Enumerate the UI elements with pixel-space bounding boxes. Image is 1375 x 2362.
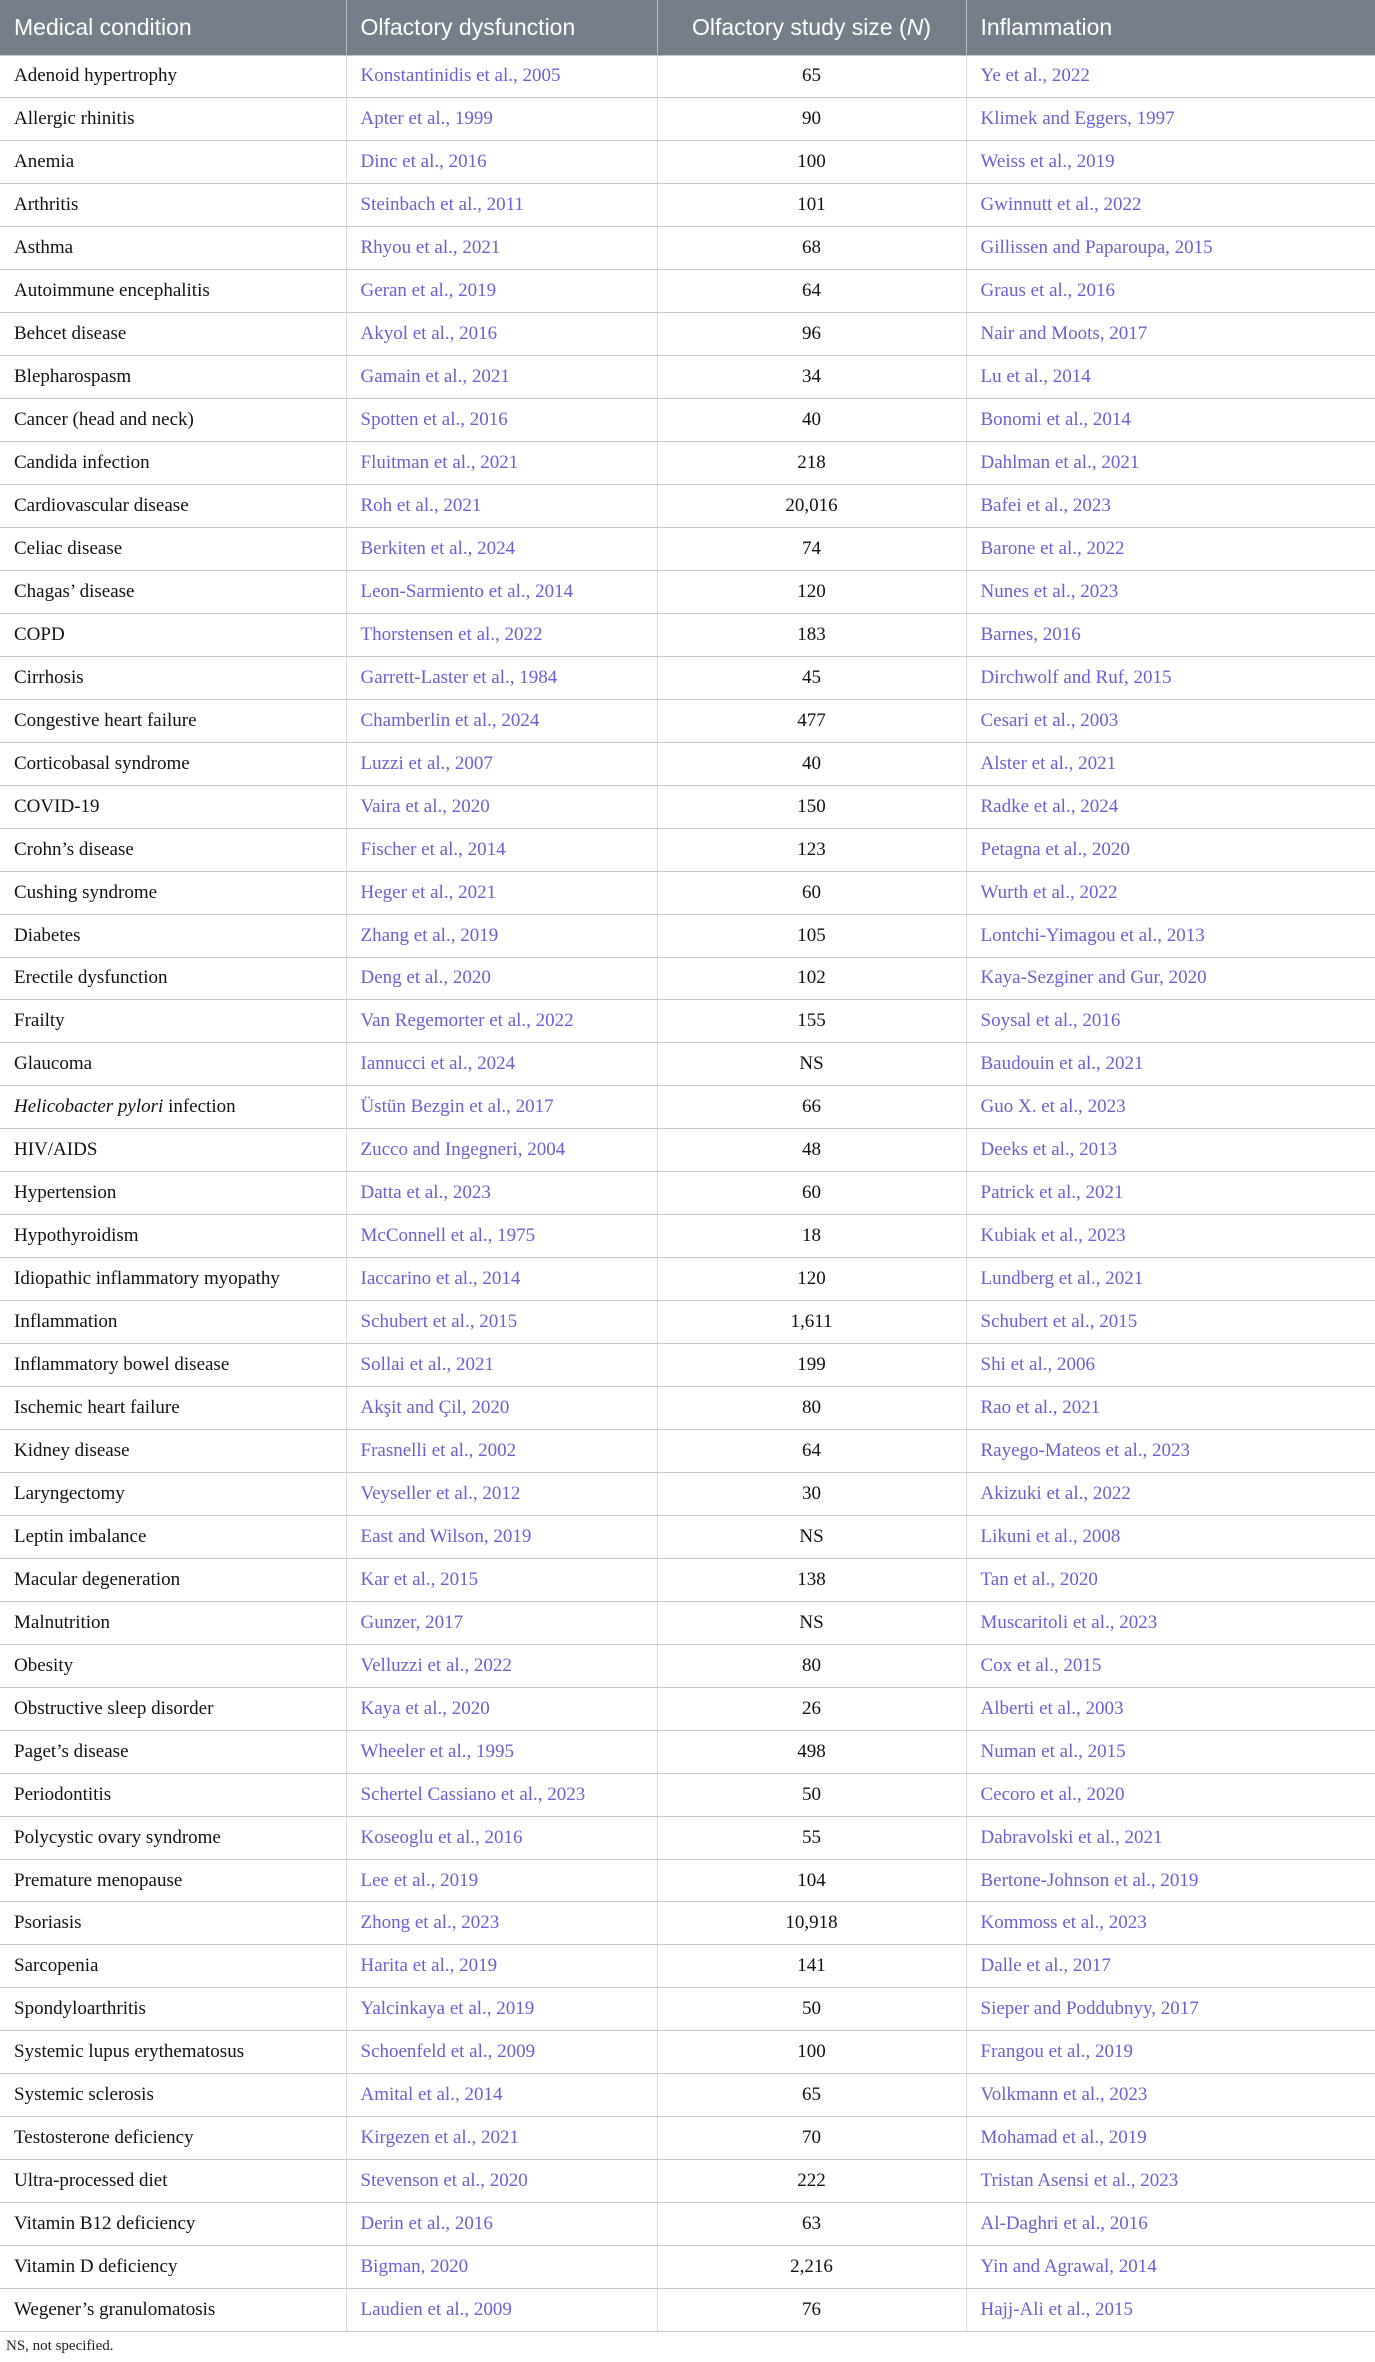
olfactory-reference-link[interactable]: Laudien et al., 2009 — [346, 2289, 657, 2332]
table-row — [0, 2160, 1375, 2203]
table-row — [0, 1902, 1375, 1945]
olfactory-reference-link[interactable]: Veyseller et al., 2012 — [346, 1472, 657, 1515]
condition-cell: Cirrhosis — [0, 656, 346, 699]
condition-cell: Glaucoma — [0, 1043, 346, 1086]
study-size-cell: 123 — [657, 828, 966, 871]
table-row — [0, 1558, 1375, 1601]
condition-cell: Erectile dysfunction — [0, 957, 346, 1000]
study-size-cell: 66 — [657, 1086, 966, 1129]
condition-cell: Chagas’ disease — [0, 570, 346, 613]
table-header-row — [0, 0, 1375, 55]
study-size-cell: 104 — [657, 1859, 966, 1902]
condition-cell: Obstructive sleep disorder — [0, 1687, 346, 1730]
condition-cell: Frailty — [0, 1000, 346, 1043]
olfactory-reference-link[interactable]: Roh et al., 2021 — [346, 485, 657, 528]
table-row — [0, 1387, 1375, 1430]
table-row — [0, 957, 1375, 1000]
inflammation-reference-link[interactable]: Cecoro et al., 2020 — [966, 1773, 1375, 1816]
olfactory-reference-link[interactable]: Zhong et al., 2023 — [346, 1902, 657, 1945]
inflammation-reference-link[interactable]: Weiss et al., 2019 — [966, 141, 1375, 184]
olfactory-reference-link[interactable]: Kar et al., 2015 — [346, 1558, 657, 1601]
study-size-cell: 50 — [657, 1773, 966, 1816]
study-size-cell: 183 — [657, 613, 966, 656]
footnote: NS, not specified. — [6, 2338, 114, 2354]
olfactory-reference-link[interactable]: Leon-Sarmiento et al., 2014 — [346, 570, 657, 613]
study-size-cell: 105 — [657, 914, 966, 957]
table-row — [0, 1000, 1375, 1043]
study-size-cell: 120 — [657, 570, 966, 613]
study-size-cell: 80 — [657, 1644, 966, 1687]
study-size-cell: 2,216 — [657, 2246, 966, 2289]
condition-cell: Cushing syndrome — [0, 871, 346, 914]
inflammation-reference-link[interactable]: Sieper and Poddubnyy, 2017 — [966, 1988, 1375, 2031]
study-size-cell: 63 — [657, 2203, 966, 2246]
inflammation-reference-link[interactable]: Tan et al., 2020 — [966, 1558, 1375, 1601]
condition-cell: Hypothyroidism — [0, 1215, 346, 1258]
table-row — [0, 828, 1375, 871]
table-row — [0, 1086, 1375, 1129]
inflammation-reference-link[interactable]: Lundberg et al., 2021 — [966, 1258, 1375, 1301]
table-row — [0, 55, 1375, 98]
table-row — [0, 570, 1375, 613]
condition-cell: Corticobasal syndrome — [0, 742, 346, 785]
header-study-size-suffix: ) — [923, 13, 932, 40]
olfactory-reference-link[interactable]: Kaya et al., 2020 — [346, 1687, 657, 1730]
condition-cell: Hypertension — [0, 1172, 346, 1215]
table-row — [0, 1301, 1375, 1344]
condition-cell: Celiac disease — [0, 527, 346, 570]
condition-cell: Systemic sclerosis — [0, 2074, 346, 2117]
olfactory-reference-link[interactable]: Van Regemorter et al., 2022 — [346, 1000, 657, 1043]
olfactory-reference-link[interactable]: Akyol et al., 2016 — [346, 313, 657, 356]
condition-cell: Autoimmune encephalitis — [0, 270, 346, 313]
inflammation-reference-link[interactable]: Barone et al., 2022 — [966, 527, 1375, 570]
inflammation-reference-link[interactable]: Alberti et al., 2003 — [966, 1687, 1375, 1730]
inflammation-reference-link[interactable]: Deeks et al., 2013 — [966, 1129, 1375, 1172]
condition-cell: Laryngectomy — [0, 1472, 346, 1515]
table-row — [0, 2289, 1375, 2332]
olfactory-reference-link[interactable]: Schoenfeld et al., 2009 — [346, 2031, 657, 2074]
olfactory-reference-link[interactable]: Heger et al., 2021 — [346, 871, 657, 914]
inflammation-reference-link[interactable]: Yin and Agrawal, 2014 — [966, 2246, 1375, 2289]
inflammation-reference-link[interactable]: Nunes et al., 2023 — [966, 570, 1375, 613]
table-row — [0, 2031, 1375, 2074]
inflammation-reference-link[interactable]: Gwinnutt et al., 2022 — [966, 184, 1375, 227]
study-size-cell: 30 — [657, 1472, 966, 1515]
study-size-cell: 55 — [657, 1816, 966, 1859]
olfactory-reference-link[interactable]: Sollai et al., 2021 — [346, 1344, 657, 1387]
olfactory-reference-link[interactable]: Üstün Bezgin et al., 2017 — [346, 1086, 657, 1129]
table-row — [0, 1172, 1375, 1215]
olfactory-reference-link[interactable]: Iannucci et al., 2024 — [346, 1043, 657, 1086]
inflammation-reference-link[interactable]: Dabravolski et al., 2021 — [966, 1816, 1375, 1859]
study-size-cell: 150 — [657, 785, 966, 828]
study-size-cell: NS — [657, 1515, 966, 1558]
study-size-cell: 102 — [657, 957, 966, 1000]
study-size-cell: 34 — [657, 356, 966, 399]
study-size-cell: 498 — [657, 1730, 966, 1773]
olfactory-reference-link[interactable]: Bigman, 2020 — [346, 2246, 657, 2289]
table-row — [0, 1773, 1375, 1816]
olfactory-reference-link[interactable]: Koseoglu et al., 2016 — [346, 1816, 657, 1859]
olfactory-reference-link[interactable]: Zhang et al., 2019 — [346, 914, 657, 957]
table-row — [0, 2074, 1375, 2117]
study-size-cell: 199 — [657, 1344, 966, 1387]
study-size-cell: 68 — [657, 227, 966, 270]
olfactory-reference-link[interactable]: Iaccarino et al., 2014 — [346, 1258, 657, 1301]
condition-cell: Macular degeneration — [0, 1558, 346, 1601]
olfactory-reference-link[interactable]: Rhyou et al., 2021 — [346, 227, 657, 270]
olfactory-reference-link[interactable]: Geran et al., 2019 — [346, 270, 657, 313]
condition-cell: Leptin imbalance — [0, 1515, 346, 1558]
condition-cell: Paget’s disease — [0, 1730, 346, 1773]
inflammation-reference-link[interactable]: Likuni et al., 2008 — [966, 1515, 1375, 1558]
condition-cell: Premature menopause — [0, 1859, 346, 1902]
study-size-cell: 10,918 — [657, 1902, 966, 1945]
study-size-cell: 120 — [657, 1258, 966, 1301]
condition-cell: Ischemic heart failure — [0, 1387, 346, 1430]
olfactory-reference-link[interactable]: Fischer et al., 2014 — [346, 828, 657, 871]
table-row — [0, 699, 1375, 742]
olfactory-reference-link[interactable]: Akşit and Çil, 2020 — [346, 1387, 657, 1430]
condition-cell: Spondyloarthritis — [0, 1988, 346, 2031]
condition-cell: Candida infection — [0, 442, 346, 485]
study-size-cell: 477 — [657, 699, 966, 742]
condition-cell: Periodontitis — [0, 1773, 346, 1816]
study-size-cell: NS — [657, 1601, 966, 1644]
study-size-cell: 20,016 — [657, 485, 966, 528]
study-size-cell: 70 — [657, 2117, 966, 2160]
study-size-cell: 48 — [657, 1129, 966, 1172]
olfactory-reference-link[interactable]: Kirgezen et al., 2021 — [346, 2117, 657, 2160]
olfactory-reference-link[interactable]: Derin et al., 2016 — [346, 2203, 657, 2246]
condition-cell: Behcet disease — [0, 313, 346, 356]
study-size-cell: 45 — [657, 656, 966, 699]
study-size-cell: 222 — [657, 2160, 966, 2203]
table-row — [0, 485, 1375, 528]
condition-italic: Helicobacter pylori — [14, 1096, 164, 1118]
olfactory-reference-link[interactable]: Stevenson et al., 2020 — [346, 2160, 657, 2203]
table-row — [0, 2203, 1375, 2246]
table-row — [0, 1687, 1375, 1730]
condition-cell: Kidney disease — [0, 1430, 346, 1473]
olfactory-reference-link[interactable]: Schubert et al., 2015 — [346, 1301, 657, 1344]
condition-cell: Systemic lupus erythematosus — [0, 2031, 346, 2074]
header-olfactory-dysfunction: Olfactory dysfunction — [346, 0, 657, 55]
study-size-cell: 50 — [657, 1988, 966, 2031]
header-study-size-n: N — [906, 13, 924, 40]
table-row — [0, 2117, 1375, 2160]
olfactory-reference-link[interactable]: Berkiten et al., 2024 — [346, 527, 657, 570]
table-row — [0, 1043, 1375, 1086]
study-size-cell: 100 — [657, 2031, 966, 2074]
olfactory-reference-link[interactable]: Spotten et al., 2016 — [346, 399, 657, 442]
inflammation-reference-link[interactable]: Lu et al., 2014 — [966, 356, 1375, 399]
inflammation-reference-link[interactable]: Dirchwolf and Ruf, 2015 — [966, 656, 1375, 699]
condition-cell: Vitamin D deficiency — [0, 2246, 346, 2289]
inflammation-reference-link[interactable]: Bertone-Johnson et al., 2019 — [966, 1859, 1375, 1902]
olfactory-reference-link[interactable]: Apter et al., 1999 — [346, 98, 657, 141]
inflammation-reference-link[interactable]: Gillissen and Paparoupa, 2015 — [966, 227, 1375, 270]
olfactory-reference-link[interactable]: Garrett-Laster et al., 1984 — [346, 656, 657, 699]
table-row — [0, 1644, 1375, 1687]
table-row — [0, 227, 1375, 270]
condition-cell: Idiopathic inflammatory myopathy — [0, 1258, 346, 1301]
table-row — [0, 1472, 1375, 1515]
condition-cell: COPD — [0, 613, 346, 656]
table-row — [0, 270, 1375, 313]
study-size-cell: 101 — [657, 184, 966, 227]
table-row — [0, 742, 1375, 785]
inflammation-reference-link[interactable]: Ye et al., 2022 — [966, 55, 1375, 98]
inflammation-reference-link[interactable]: Shi et al., 2006 — [966, 1344, 1375, 1387]
inflammation-reference-link[interactable]: Radke et al., 2024 — [966, 785, 1375, 828]
inflammation-reference-link[interactable]: Barnes, 2016 — [966, 613, 1375, 656]
condition-cell: Cardiovascular disease — [0, 485, 346, 528]
inflammation-reference-link[interactable]: Rayego-Mateos et al., 2023 — [966, 1430, 1375, 1473]
inflammation-reference-link[interactable]: Schubert et al., 2015 — [966, 1301, 1375, 1344]
condition-cell: Polycystic ovary syndrome — [0, 1816, 346, 1859]
study-size-cell: 155 — [657, 1000, 966, 1043]
inflammation-reference-link[interactable]: Volkmann et al., 2023 — [966, 2074, 1375, 2117]
study-size-cell: 80 — [657, 1387, 966, 1430]
inflammation-reference-link[interactable]: Mohamad et al., 2019 — [966, 2117, 1375, 2160]
condition-cell: Vitamin B12 deficiency — [0, 2203, 346, 2246]
condition-cell — [0, 1086, 346, 1129]
inflammation-reference-link[interactable]: Cesari et al., 2003 — [966, 699, 1375, 742]
condition-cell: HIV/AIDS — [0, 1129, 346, 1172]
table-row — [0, 1601, 1375, 1644]
inflammation-reference-link[interactable]: Hajj-Ali et al., 2015 — [966, 2289, 1375, 2332]
olfactory-reference-link[interactable]: Frasnelli et al., 2002 — [346, 1430, 657, 1473]
study-size-cell: 141 — [657, 1945, 966, 1988]
olfactory-reference-link[interactable]: Dinc et al., 2016 — [346, 141, 657, 184]
study-size-cell: 64 — [657, 1430, 966, 1473]
study-size-cell: 218 — [657, 442, 966, 485]
olfactory-reference-link[interactable]: Thorstensen et al., 2022 — [346, 613, 657, 656]
header-inflammation: Inflammation — [966, 0, 1375, 55]
olfactory-reference-link[interactable]: Fluitman et al., 2021 — [346, 442, 657, 485]
study-size-cell: 65 — [657, 2074, 966, 2117]
condition-cell: Testosterone deficiency — [0, 2117, 346, 2160]
study-size-cell: 18 — [657, 1215, 966, 1258]
table-row — [0, 1988, 1375, 2031]
condition-suffix: infection — [163, 1096, 236, 1118]
inflammation-reference-link[interactable]: Tristan Asensi et al., 2023 — [966, 2160, 1375, 2203]
olfactory-reference-link[interactable]: Yalcinkaya et al., 2019 — [346, 1988, 657, 2031]
condition-cell: Adenoid hypertrophy — [0, 55, 346, 98]
inflammation-reference-link[interactable]: Bafei et al., 2023 — [966, 485, 1375, 528]
study-size-cell: 40 — [657, 399, 966, 442]
inflammation-reference-link[interactable]: Rao et al., 2021 — [966, 1387, 1375, 1430]
table-row — [0, 613, 1375, 656]
table-row — [0, 1430, 1375, 1473]
olfactory-reference-link[interactable]: Steinbach et al., 2011 — [346, 184, 657, 227]
table-row — [0, 1859, 1375, 1902]
table-row — [0, 1945, 1375, 1988]
olfactory-reference-link[interactable]: Amital et al., 2014 — [346, 2074, 657, 2117]
header-study-size — [657, 0, 966, 55]
olfactory-reference-link[interactable]: Chamberlin et al., 2024 — [346, 699, 657, 742]
olfactory-reference-link[interactable]: Lee et al., 2019 — [346, 1859, 657, 1902]
table-row — [0, 785, 1375, 828]
header-medical-condition: Medical condition — [0, 0, 346, 55]
olfactory-reference-link[interactable]: Deng et al., 2020 — [346, 957, 657, 1000]
table-row — [0, 1344, 1375, 1387]
condition-cell: Asthma — [0, 227, 346, 270]
study-size-cell: 76 — [657, 2289, 966, 2332]
olfactory-reference-link[interactable]: McConnell et al., 1975 — [346, 1215, 657, 1258]
study-size-cell: 65 — [657, 55, 966, 98]
inflammation-reference-link[interactable]: Frangou et al., 2019 — [966, 2031, 1375, 2074]
olfactory-reference-link[interactable]: Gunzer, 2017 — [346, 1601, 657, 1644]
inflammation-reference-link[interactable]: Dahlman et al., 2021 — [966, 442, 1375, 485]
table-row — [0, 1730, 1375, 1773]
inflammation-reference-link[interactable]: Baudouin et al., 2021 — [966, 1043, 1375, 1086]
olfactory-reference-link[interactable]: Velluzzi et al., 2022 — [346, 1644, 657, 1687]
study-size-cell: 60 — [657, 1172, 966, 1215]
table-row — [0, 1258, 1375, 1301]
table-row — [0, 399, 1375, 442]
condition-cell: Malnutrition — [0, 1601, 346, 1644]
inflammation-reference-link[interactable]: Bonomi et al., 2014 — [966, 399, 1375, 442]
olfactory-reference-link[interactable]: Konstantinidis et al., 2005 — [346, 55, 657, 98]
inflammation-reference-link[interactable]: Nair and Moots, 2017 — [966, 313, 1375, 356]
table-row — [0, 1515, 1375, 1558]
olfactory-reference-link[interactable]: East and Wilson, 2019 — [346, 1515, 657, 1558]
inflammation-reference-link[interactable]: Dalle et al., 2017 — [966, 1945, 1375, 1988]
olfactory-reference-link[interactable]: Luzzi et al., 2007 — [346, 742, 657, 785]
table-row — [0, 313, 1375, 356]
inflammation-reference-link[interactable]: Kaya-Sezginer and Gur, 2020 — [966, 957, 1375, 1000]
condition-cell: COVID-19 — [0, 785, 346, 828]
table-row — [0, 1129, 1375, 1172]
study-size-cell: 40 — [657, 742, 966, 785]
table-row — [0, 527, 1375, 570]
condition-cell: Diabetes — [0, 914, 346, 957]
condition-cell: Arthritis — [0, 184, 346, 227]
olfactory-reference-link[interactable]: Zucco and Ingegneri, 2004 — [346, 1129, 657, 1172]
study-size-cell: 74 — [657, 527, 966, 570]
table-row — [0, 656, 1375, 699]
olfactory-reference-link[interactable]: Schertel Cassiano et al., 2023 — [346, 1773, 657, 1816]
inflammation-reference-link[interactable]: Lontchi-Yimagou et al., 2013 — [966, 914, 1375, 957]
inflammation-reference-link[interactable]: Patrick et al., 2021 — [966, 1172, 1375, 1215]
inflammation-reference-link[interactable]: Kommoss et al., 2023 — [966, 1902, 1375, 1945]
table-row — [0, 871, 1375, 914]
table-row — [0, 98, 1375, 141]
study-size-cell: 64 — [657, 270, 966, 313]
study-size-cell: 138 — [657, 1558, 966, 1601]
table-row — [0, 184, 1375, 227]
inflammation-reference-link[interactable]: Klimek and Eggers, 1997 — [966, 98, 1375, 141]
study-size-cell: 100 — [657, 141, 966, 184]
table-row — [0, 1816, 1375, 1859]
table-row — [0, 141, 1375, 184]
inflammation-reference-link[interactable]: Alster et al., 2021 — [966, 742, 1375, 785]
olfactory-reference-link[interactable]: Harita et al., 2019 — [346, 1945, 657, 1988]
inflammation-reference-link[interactable]: Wurth et al., 2022 — [966, 871, 1375, 914]
olfactory-reference-link[interactable]: Gamain et al., 2021 — [346, 356, 657, 399]
study-size-cell: 26 — [657, 1687, 966, 1730]
condition-cell: Allergic rhinitis — [0, 98, 346, 141]
condition-cell: Blepharospasm — [0, 356, 346, 399]
olfactory-reference-link[interactable]: Wheeler et al., 1995 — [346, 1730, 657, 1773]
olfactory-reference-link[interactable]: Vaira et al., 2020 — [346, 785, 657, 828]
inflammation-reference-link[interactable]: Al-Daghri et al., 2016 — [966, 2203, 1375, 2246]
condition-cell: Anemia — [0, 141, 346, 184]
inflammation-reference-link[interactable]: Cox et al., 2015 — [966, 1644, 1375, 1687]
inflammation-reference-link[interactable]: Guo X. et al., 2023 — [966, 1086, 1375, 1129]
condition-cell: Crohn’s disease — [0, 828, 346, 871]
condition-cell: Inflammation — [0, 1301, 346, 1344]
header-study-size-prefix: Olfactory study size ( — [691, 13, 907, 40]
condition-cell: Obesity — [0, 1644, 346, 1687]
inflammation-reference-link[interactable]: Akizuki et al., 2022 — [966, 1472, 1375, 1515]
inflammation-reference-link[interactable]: Numan et al., 2015 — [966, 1730, 1375, 1773]
condition-cell: Ultra-processed diet — [0, 2160, 346, 2203]
study-size-cell: 90 — [657, 98, 966, 141]
table-row — [0, 1215, 1375, 1258]
inflammation-reference-link[interactable]: Muscaritoli et al., 2023 — [966, 1601, 1375, 1644]
inflammation-reference-link[interactable]: Petagna et al., 2020 — [966, 828, 1375, 871]
condition-cell: Sarcopenia — [0, 1945, 346, 1988]
condition-cell: Inflammatory bowel disease — [0, 1344, 346, 1387]
condition-cell: Wegener’s granulomatosis — [0, 2289, 346, 2332]
study-size-cell: 1,611 — [657, 1301, 966, 1344]
table-row — [0, 356, 1375, 399]
table-row — [0, 914, 1375, 957]
inflammation-reference-link[interactable]: Kubiak et al., 2023 — [966, 1215, 1375, 1258]
inflammation-reference-link[interactable]: Soysal et al., 2016 — [966, 1000, 1375, 1043]
table-row — [0, 442, 1375, 485]
study-size-cell: NS — [657, 1043, 966, 1086]
study-size-cell: 96 — [657, 313, 966, 356]
inflammation-reference-link[interactable]: Graus et al., 2016 — [966, 270, 1375, 313]
condition-cell: Cancer (head and neck) — [0, 399, 346, 442]
table-row — [0, 2246, 1375, 2289]
condition-cell: Psoriasis — [0, 1902, 346, 1945]
study-size-cell: 60 — [657, 871, 966, 914]
condition-cell: Congestive heart failure — [0, 699, 346, 742]
olfactory-reference-link[interactable]: Datta et al., 2023 — [346, 1172, 657, 1215]
